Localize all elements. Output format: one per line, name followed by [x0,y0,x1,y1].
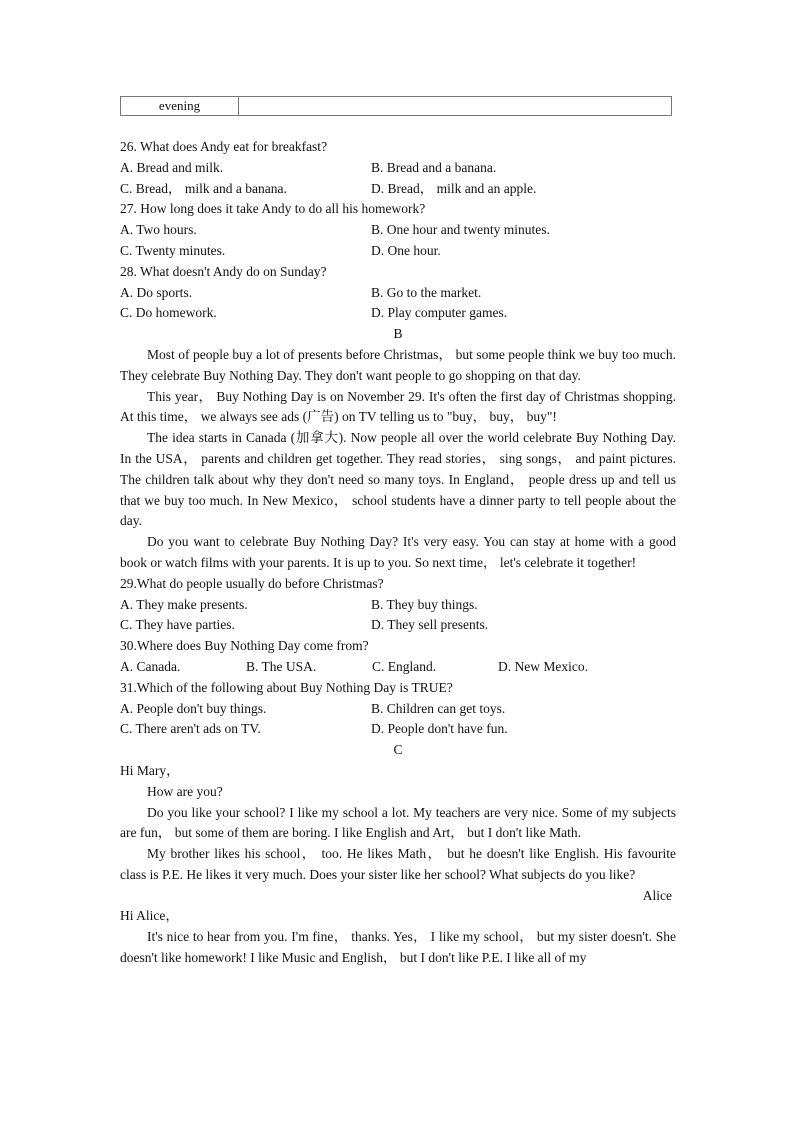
question-30 [120,636,676,678]
option-b: B. One hour and twenty minutes. [371,222,550,238]
question-text: 30.Where does Buy Nothing Day come from? [120,638,369,654]
table-cell-label: evening [121,97,239,116]
option-b: B. Go to the market. [371,284,482,300]
option-b: B. Children can get toys. [371,700,506,716]
option-c: C. Bread， milk and a banana. [120,180,287,196]
option-c: C. Twenty minutes. [120,242,226,258]
option-c: C. England. [372,658,437,674]
letter-paragraph: My brother likes his school， too. He likes Math， but he doesn't like English. His favourite class is P.E. He likes it very much. Does your sister like her school? What subjects do you like? [120,846,676,882]
question-29 [120,574,676,636]
option-d: D. They sell presents. [371,617,489,633]
option-d: D. People don't have fun. [371,721,508,737]
letter-paragraph: How are you? [147,783,223,799]
option-d: D. New Mexico. [498,658,588,674]
question-text: 26. What does Andy eat for breakfast? [120,139,328,154]
letter-signature: Alice [642,887,672,903]
schedule-table [120,96,672,116]
table-row [121,97,672,116]
option-a: A. Bread and milk. [120,159,224,175]
passage-paragraph: Do you want to celebrate Buy Nothing Day? It's very easy. You can stay at home with a good book or watch films with your parents. It is up to you. So next time， let's celebrate it together! [120,534,676,570]
document-page [120,96,676,969]
letter-paragraph: Do you like your school? I like my school a lot. My teachers are very nice. Some of my subjects are fun， but some of them are boring. I like English and Art， but I don't like Math. [120,804,676,841]
option-c: C. There aren't ads on TV. [120,721,261,737]
option-a: A. Do sports. [120,284,193,300]
question-text: 27. How long does it take Andy to do all his homework? [120,201,426,217]
section-b-heading: B [393,326,403,342]
option-d: D. One hour. [371,242,441,258]
question-27 [120,199,676,261]
option-a: A. Canada. [120,658,181,674]
option-a: A. They make presents. [120,596,248,612]
option-b: B. They buy things. [371,596,478,612]
option-d: D. Bread， milk and an apple. [371,180,537,196]
question-28 [120,262,676,324]
passage-paragraph: Most of people buy a lot of presents before Christmas， but some people think we buy too much. They celebrate Buy Nothing Day. They don't want people to go shopping on that day. [120,346,676,383]
letter-greeting: Hi Mary， [120,762,180,778]
option-c: C. They have parties. [120,617,235,633]
option-b: B. The USA. [246,658,317,674]
passage-paragraph: This year， Buy Nothing Day is on November 29. It's often the first day of Christmas shopping. At this time， we always see ads (广告) on TV telling us to "buy， buy， buy"! [120,388,676,425]
question-text: 29.What do people usually do before Christmas? [120,575,384,591]
option-a: A. Two hours. [120,222,197,238]
table-cell-value [239,97,672,116]
section-c-heading: C [393,742,403,758]
letter-greeting: Hi Alice， [120,908,179,924]
option-b: B. Bread and a banana. [371,159,497,175]
option-a: A. People don't buy things. [120,700,267,716]
letter-paragraph: It's nice to hear from you. I'm fine， thanks. Yes， I like my school， but my sister doesn't. She doesn't like homework! I like Music and English， but I don't like P.E. I like all of my [120,929,676,966]
question-31 [120,678,676,740]
question-26 [120,137,676,199]
passage-paragraph: The idea starts in Canada (加拿大). Now people all over the world celebrate Buy Nothing Day. In the USA， parents and children get together. They read stories， sing songs， and paint pictures. The children talk about why they don't need so many toys. In England， people dress up and tell us that we buy too much. In New Mexico， school students have a dinner party to tell people about the day. [120,430,676,529]
option-c: C. Do homework. [120,305,217,321]
question-text: 31.Which of the following about Buy Nothing Day is TRUE? [120,679,453,695]
option-d: D. Play computer games. [371,305,508,321]
question-text: 28. What doesn't Andy do on Sunday? [120,263,327,279]
